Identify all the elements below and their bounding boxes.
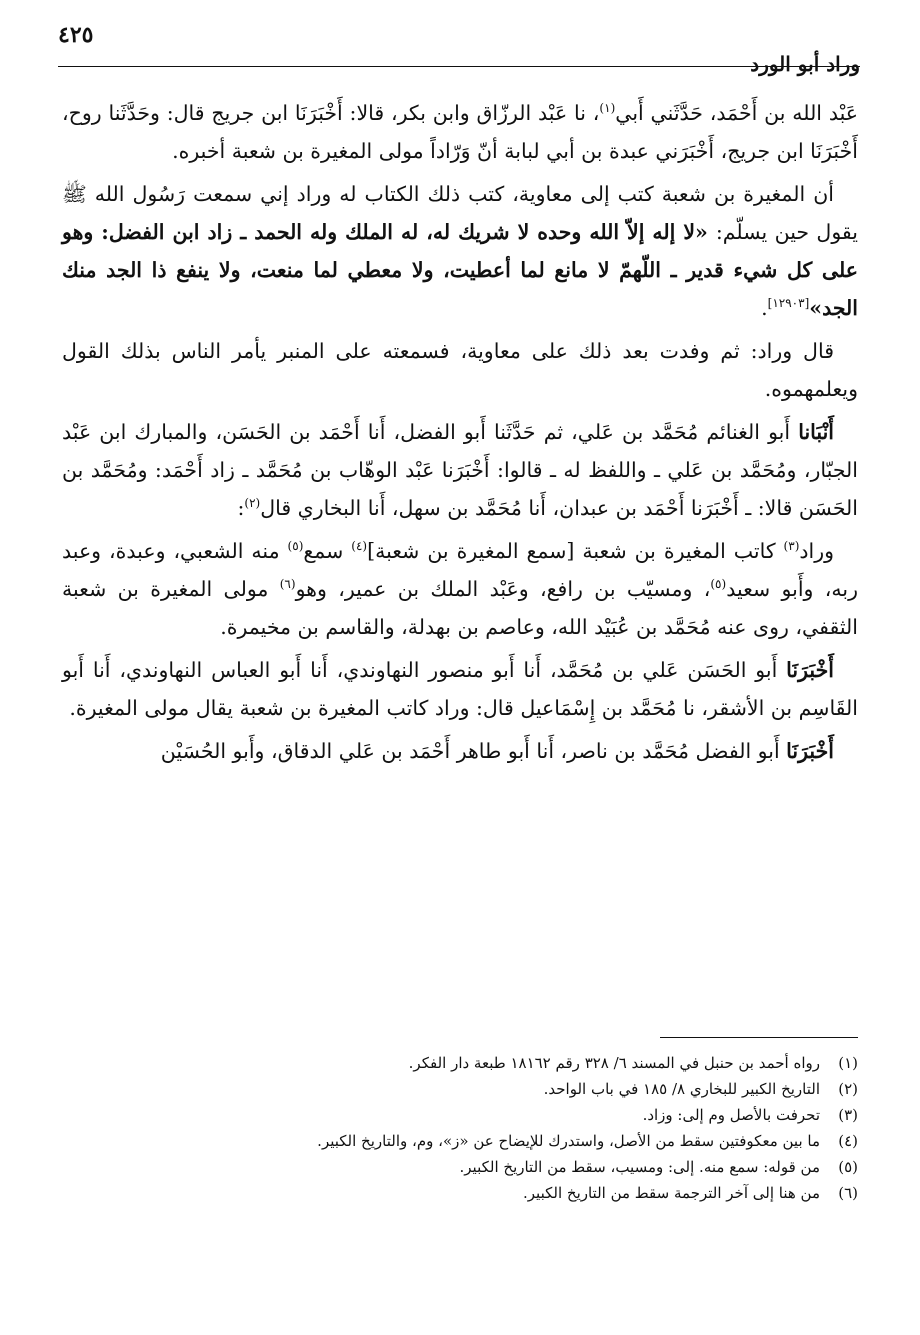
paragraph-text: أَبو الحَسَن عَلي بن مُحَمَّد، أَنا أَبو منصور النهاوندي، أَنا أَبو العباس النهاوندي، أَنا أَبو القَاسِم بن الأشقر، نا مُحَمَّد بن إِسْمَاعيل قال: وراد كاتب المغيرة بن شعبة يقال مولى المغيرة. <box>62 658 858 720</box>
header-divider <box>58 66 860 67</box>
paragraph-text: عَبْد الله بن أَحْمَد، حَدَّثَني أَبي <box>615 101 858 125</box>
paragraph-text: مولى المغيرة بن شعبة الثقفي، روى عنه مُحَمَّد بن عُبَيْد الله، وعاصم بن بهدلة، والقاسم بن مخيمرة. <box>62 577 858 639</box>
footnote-2 <box>62 1076 858 1102</box>
page-header <box>58 18 860 76</box>
footnote-number: (١) <box>838 1054 858 1072</box>
paragraph-text: . <box>761 296 768 320</box>
paragraph-1 <box>62 94 858 170</box>
footnote-ref: (٤) <box>351 539 368 554</box>
footnote-ref: (٣) <box>783 539 800 554</box>
main-text <box>62 94 858 775</box>
paragraph-text: أَبو الغنائم مُحَمَّد بن عَلي، ثم حَدَّثَنا أَبو الفضل، أَنا أَحْمَد بن الحَسَن، والمبارك ابن عَبْد الجبّار، ومُحَمَّد بن عَلي ـ واللفظ له ـ قالوا: أَخْبَرَنا عَبْد الوهّاب بن مُحَمَّد ـ زاد أَحْمَد: ومُحَمَّد بن الحَسَن قالا: ـ أَخْبَرَنا أَحْمَد بن عبدان، أَنا مُحَمَّد بن سهل، أَنا البخاري قال <box>62 420 858 520</box>
footnote-6 <box>62 1180 858 1206</box>
paragraph-text: : <box>237 496 245 520</box>
paragraph-text: كاتب المغيرة بن شعبة [سمع المغيرة بن شعبة] <box>367 539 784 563</box>
isnad-keyword: أَنْبَانا <box>798 420 834 444</box>
footnotes <box>62 1050 858 1206</box>
paragraph-6 <box>62 651 858 727</box>
footnote-ref: (٢) <box>244 496 261 511</box>
footnote-5 <box>62 1154 858 1180</box>
paragraph-text: ، نا عَبْد الرزّاق وابن بكر، قالا: أَخْبَرَنَا ابن جريج قال: وحَدَّثَنا روح، أَخْبَرَنَا ابن جريج، أَخْبَرَني عبدة بن أبي لبابة أنّ وَرّاداً مولى المغيرة بن شعبة أخبره. <box>62 101 858 163</box>
paragraph-text: قال وراد: ثم وفدت بعد ذلك على معاوية، فسمعته على المنبر يأمر الناس بذلك القول ويعلمهموه. <box>62 339 858 401</box>
isnad-keyword: أَخْبَرَنَا <box>786 739 834 763</box>
hadith-text: «لا إله إلاّ الله وحده لا شريك له، له الملك وله الحمد ـ زاد ابن الفضل: وهو على كل شيء قدير ـ اللّهمّ لا مانع لما أعطيت، ولا معطي لما منعت، ولا ينفع ذا الجد منك الجد» <box>62 220 858 320</box>
isnad-keyword: أَخْبَرَنَا <box>786 658 834 682</box>
paragraph-text: سمع <box>303 539 352 563</box>
footnote-1 <box>62 1050 858 1076</box>
footnote-4 <box>62 1128 858 1154</box>
footnote-text: التاريخ الكبير للبخاري ٨/ ١٨٥ في باب الواحد. <box>543 1080 820 1098</box>
footnote-text: من قوله: سمع منه. إلى: ومسيب، سقط من التاريخ الكبير. <box>459 1158 820 1176</box>
hadith-number: [١٢٩٠٣] <box>767 296 810 311</box>
footnote-ref: (٥) <box>710 577 727 592</box>
paragraph-text: منه الشعبي، وعبدة، وعبد ربه، وأَبو سعيد <box>62 539 858 601</box>
paragraph-5 <box>62 532 858 646</box>
footnote-text: من هنا إلى آخر الترجمة سقط من التاريخ الكبير. <box>523 1184 820 1202</box>
footnote-text: تحرفت بالأصل وم إلى: وزاد. <box>642 1106 820 1124</box>
footnote-number: (٥) <box>838 1158 858 1176</box>
paragraph-2 <box>62 175 858 327</box>
paragraph-4 <box>62 413 858 527</box>
paragraph-7 <box>62 732 858 770</box>
footnote-divider <box>660 1037 858 1038</box>
footnote-number: (٣) <box>838 1106 858 1124</box>
running-title: وراد أبو الورد <box>750 52 860 76</box>
page-number: ٤٢٥ <box>58 22 94 48</box>
footnote-text: رواه أحمد بن حنبل في المسند ٦/ ٣٢٨ رقم ١٨١٦٢ طبعة دار الفكر. <box>408 1054 820 1072</box>
footnote-ref: (٦) <box>279 577 296 592</box>
paragraph-text: أَبو الفضل مُحَمَّد بن ناصر، أَنا أَبو طاهر أَحْمَد بن عَلي الدقاق، وأَبو الحُسَيْن <box>160 739 787 763</box>
footnote-text: ما بين معكوفتين سقط من الأصل، واستدرك للإيضاح عن «ز»، وم، والتاريخ الكبير. <box>317 1132 820 1150</box>
paragraph-text: ، ومسيّب بن رافع، وعَبْد الملك بن عمير، وهو <box>295 577 711 601</box>
footnote-number: (٢) <box>838 1080 858 1098</box>
paragraph-text: وراد <box>799 539 834 563</box>
paragraph-3 <box>62 332 858 408</box>
footnote-number: (٤) <box>838 1132 858 1150</box>
paragraph-text: أن المغيرة بن شعبة كتب إلى معاوية، كتب ذلك الكتاب له وراد إني سمعت رَسُول الله ﷺ يقول حين يسلّم: <box>62 182 858 244</box>
footnote-ref: (٥) <box>287 539 304 554</box>
footnote-3 <box>62 1102 858 1128</box>
footnote-ref: (١) <box>599 101 616 116</box>
footnote-number: (٦) <box>838 1184 858 1202</box>
